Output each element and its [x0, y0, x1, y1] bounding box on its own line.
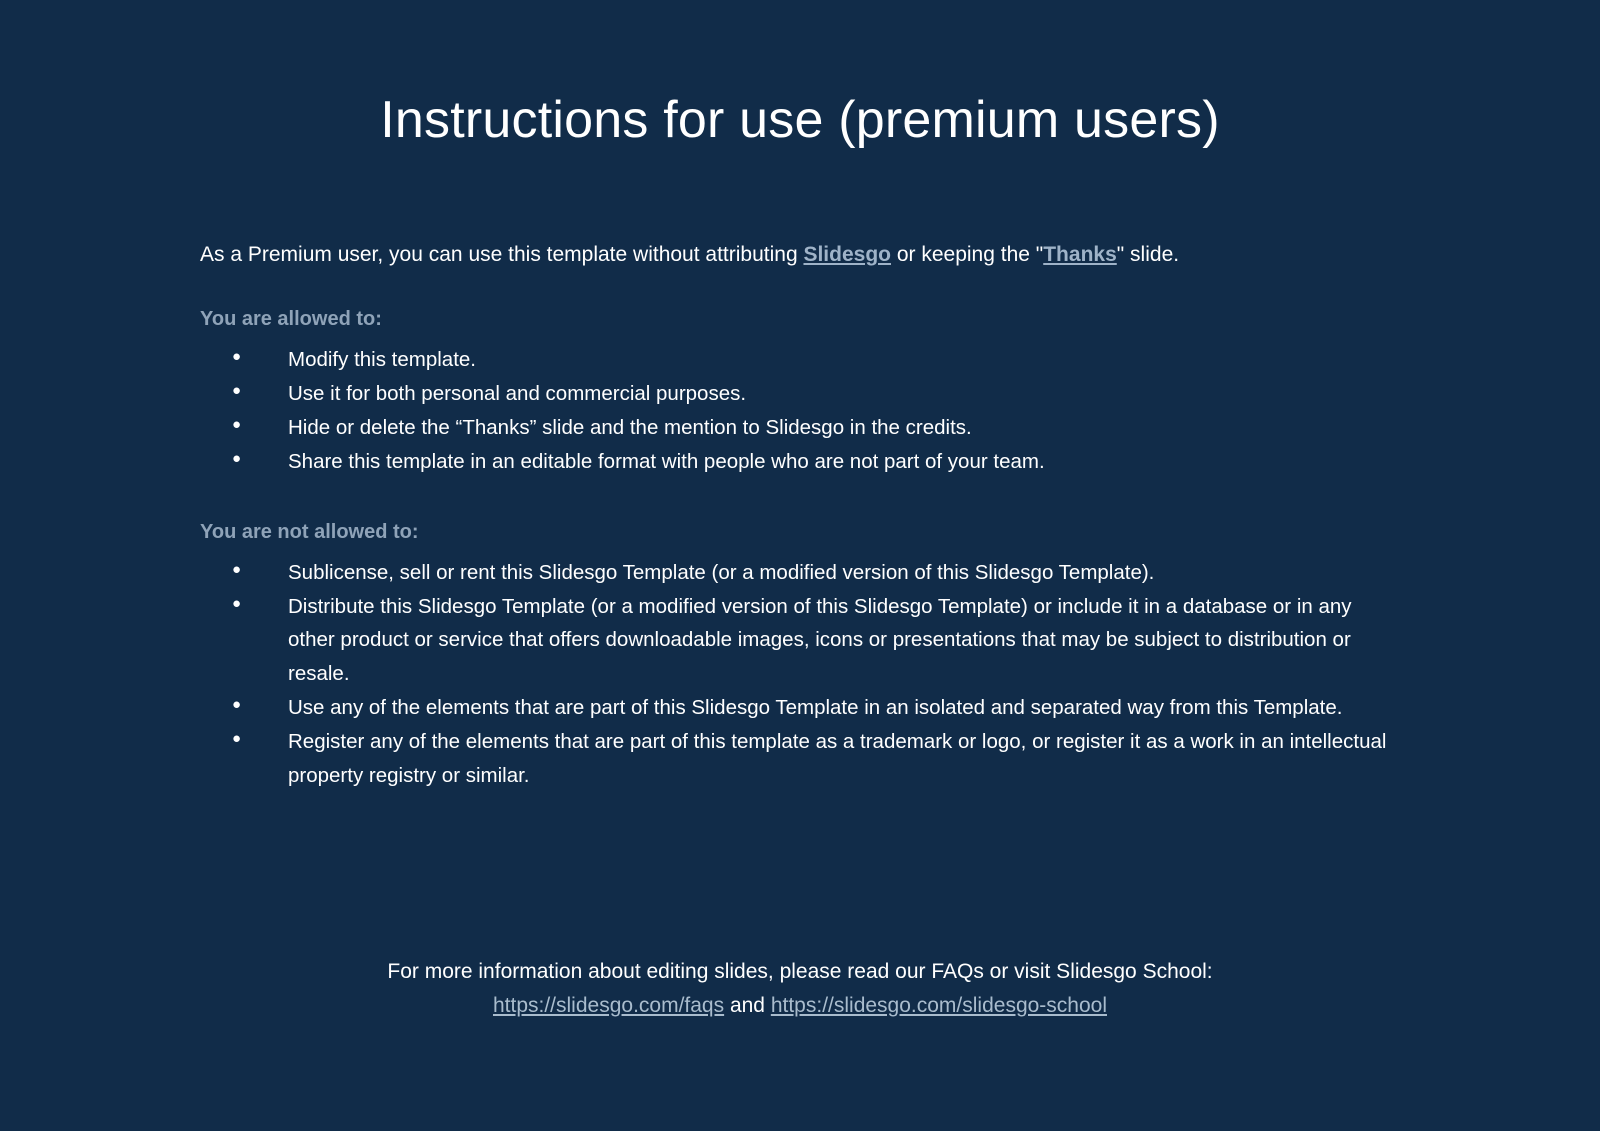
allowed-heading: You are allowed to:: [200, 308, 382, 331]
content-body: [200, 240, 1400, 834]
bullet-icon: ●: [232, 449, 242, 467]
allowed-list: [200, 343, 1400, 478]
page-title: Instructions for use (premium users): [380, 91, 1220, 149]
list-item: [200, 725, 1400, 793]
intro-text-part3: " slide.: [1116, 243, 1180, 266]
list-item: [200, 556, 1400, 590]
list-item-text: Use it for both personal and commercial purposes.: [288, 382, 747, 406]
bullet-icon: ●: [232, 382, 242, 400]
bullet-icon: ●: [232, 594, 242, 612]
list-item: [200, 411, 1400, 445]
intro-text-part2: or keeping the ": [891, 243, 1044, 266]
not-allowed-heading: You are not allowed to:: [200, 520, 419, 543]
bullet-icon: ●: [232, 416, 242, 434]
list-item-text: Distribute this Slidesgo Template (or a modified version of this Slidesgo Template) or include it in a database or in any other product or service that offers downloadable images, icons or presentations that may be subject to distribution or resale.: [288, 594, 1352, 686]
faqs-url-link[interactable]: https://slidesgo.com/faqs: [492, 993, 725, 1017]
bullet-icon: ●: [232, 729, 242, 747]
list-item: [200, 691, 1400, 725]
bullet-icon: ●: [232, 560, 242, 578]
list-item-text: Hide or delete the “Thanks” slide and the mention to Slidesgo in the credits.: [288, 416, 972, 440]
bullet-icon: ●: [232, 695, 242, 713]
list-item: [200, 590, 1400, 691]
footer-line: For more information about editing slides, please read our FAQs or visit Slidesgo School:: [387, 960, 1213, 983]
slidesgo-link[interactable]: Slidesgo: [803, 243, 891, 266]
intro-text-part1: As a Premium user, you can use this template without attributing: [200, 243, 804, 266]
footer-conjunction: and: [724, 993, 771, 1017]
not-allowed-list: [200, 556, 1400, 793]
list-item-text: Modify this template.: [288, 348, 476, 372]
thanks-link[interactable]: Thanks: [1043, 243, 1117, 266]
intro-paragraph: [200, 240, 1400, 270]
list-item: [200, 343, 1400, 377]
list-item: [200, 445, 1400, 479]
footer-links: [0, 989, 1600, 1023]
list-item-text: Share this template in an editable format with people who are not part of your team.: [288, 449, 1045, 473]
list-item-text: Sublicense, sell or rent this Slidesgo Template (or a modified version of this Slidesgo Template).: [288, 560, 1155, 584]
list-item-text: Register any of the elements that are part of this template as a trademark or logo, or register it as a work in an intellectual property registry or similar.: [288, 729, 1387, 787]
slidesgo-school-url-link[interactable]: https://slidesgo.com/slidesgo-school: [770, 993, 1107, 1017]
bullet-icon: ●: [232, 348, 242, 366]
list-item-text: Use any of the elements that are part of this Slidesgo Template in an isolated and separated way from this Template.: [288, 695, 1343, 719]
footer: [0, 955, 1600, 1022]
list-item: [200, 377, 1400, 411]
